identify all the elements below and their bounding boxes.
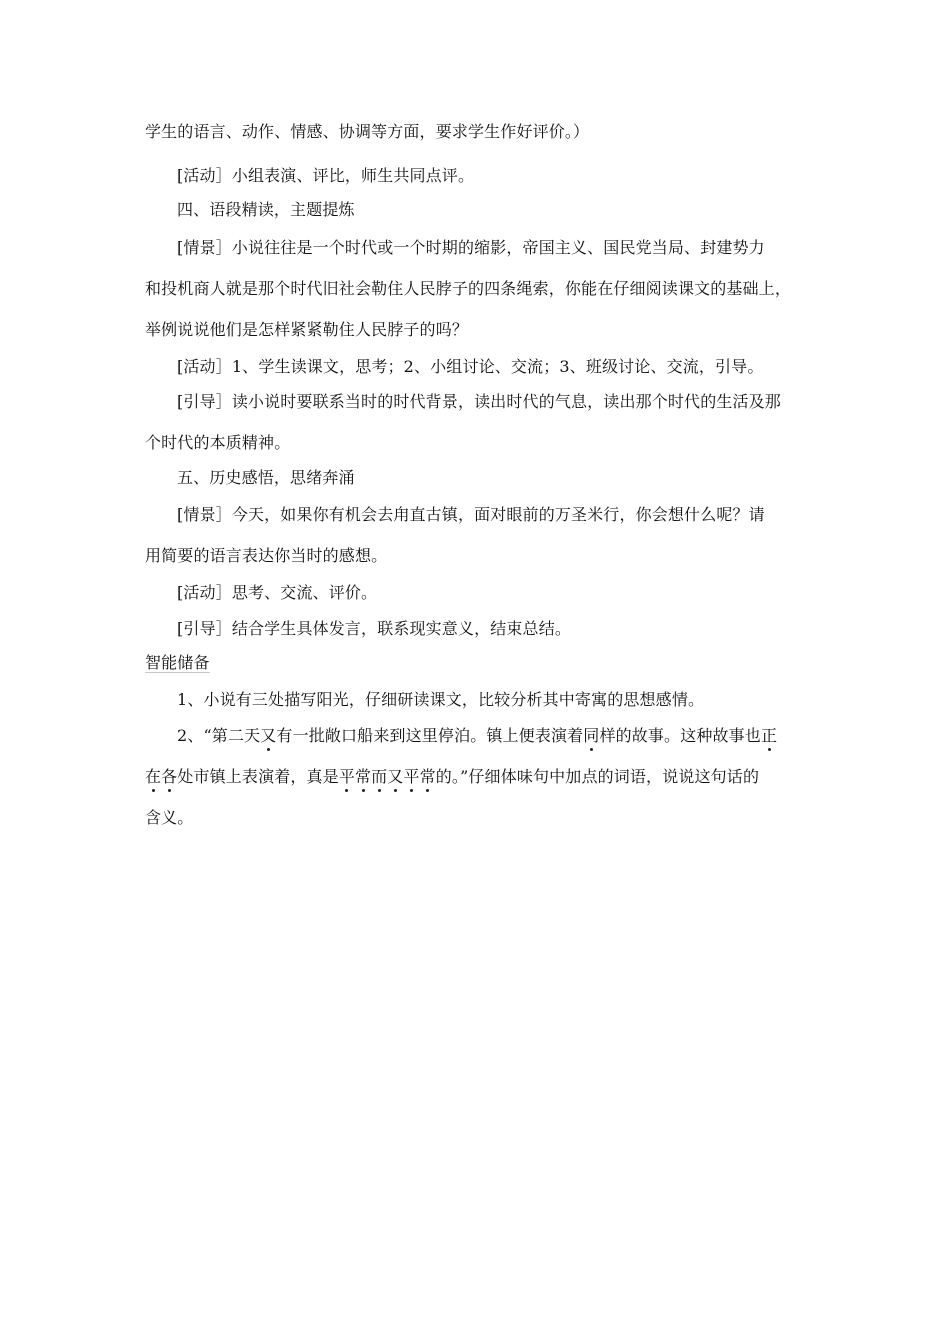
question-2-line-2 <box>145 767 759 786</box>
scenario-line-5: 用简要的语言表达你当时的感想。 <box>145 546 388 565</box>
section-heading: 智能储备 <box>145 653 210 672</box>
q2-dotted-char: 常 <box>419 767 436 786</box>
q2-dotted-char: 同 <box>583 726 600 745</box>
question-2-line-1 <box>145 726 777 745</box>
q2-text: 有一批敞口船来到这里停泊。镇上便表演着 <box>276 726 584 745</box>
q2-text: 处市镇上表演着，真是 <box>177 767 339 786</box>
section-heading-row <box>145 653 210 672</box>
section-four-title: 四、语段精读，主题提炼 <box>177 200 355 219</box>
guide-line-1: [引导］读小说时要联系当时的时代背景，读出时代的气息，读出那个时代的生活及那 <box>177 392 781 411</box>
question-2-line-3: 含义。 <box>145 808 194 827</box>
q2-dotted-char: 而 <box>371 767 388 786</box>
question-1: 1、小说有三处描写阳光，仔细研读课文，比较分析其中寄寓的思想感情。 <box>177 690 705 709</box>
q2-text: 的。”仔细体味句中加点的词语，说说这句话的 <box>435 767 760 786</box>
activity-line-3: [活动］思考、交流、评价。 <box>177 583 378 602</box>
q2-dotted-char: 各 <box>161 767 178 786</box>
q2-dotted-char: 又 <box>260 726 277 745</box>
q2-text: 2、“第二天 <box>177 726 261 745</box>
scenario-line-2: 和投机商人就是那个时代旧社会勒住人民脖子的四条绳索，你能在仔细阅读课文的基础上， <box>145 279 792 298</box>
q2-dotted-char: 在 <box>145 767 162 786</box>
guide-line-2: 个时代的本质精神。 <box>145 433 291 452</box>
activity-line-2: [活动］1、学生读课文，思考；2、小组讨论、交流；3、班级讨论、交流，引导。 <box>177 357 764 376</box>
scenario-line-1: [情景］小说往往是一个时代或一个时期的缩影，帝国主义、国民党当局、封建势力 <box>177 238 765 257</box>
q2-dotted-char: 平 <box>403 767 420 786</box>
paragraph-line-1: 学生的语言、动作、情感、协调等方面，要求学生作好评价。） <box>145 122 590 141</box>
q2-dotted-char: 又 <box>387 767 404 786</box>
q2-dotted-char: 常 <box>354 767 372 786</box>
q2-text: 样的故事。这种故事也 <box>599 726 761 745</box>
guide-line-3: [引导］结合学生具体发言，联系现实意义，结束总结。 <box>177 619 571 638</box>
q2-dotted-char: 平 <box>338 767 355 786</box>
scenario-line-3: 举例说说他们是怎样紧紧勒住人民脖子的吗？ <box>145 320 469 339</box>
scenario-line-4: [情景］今天，如果你有机会去甪直古镇，面对眼前的万圣米行，你会想什么呢？请 <box>177 505 765 524</box>
activity-line-1: [活动］小组表演、评比，师生共同点评。 <box>177 166 475 185</box>
section-five-title: 五、历史感悟，思绪奔涌 <box>177 468 355 487</box>
q2-dotted-char: 正 <box>760 726 778 745</box>
